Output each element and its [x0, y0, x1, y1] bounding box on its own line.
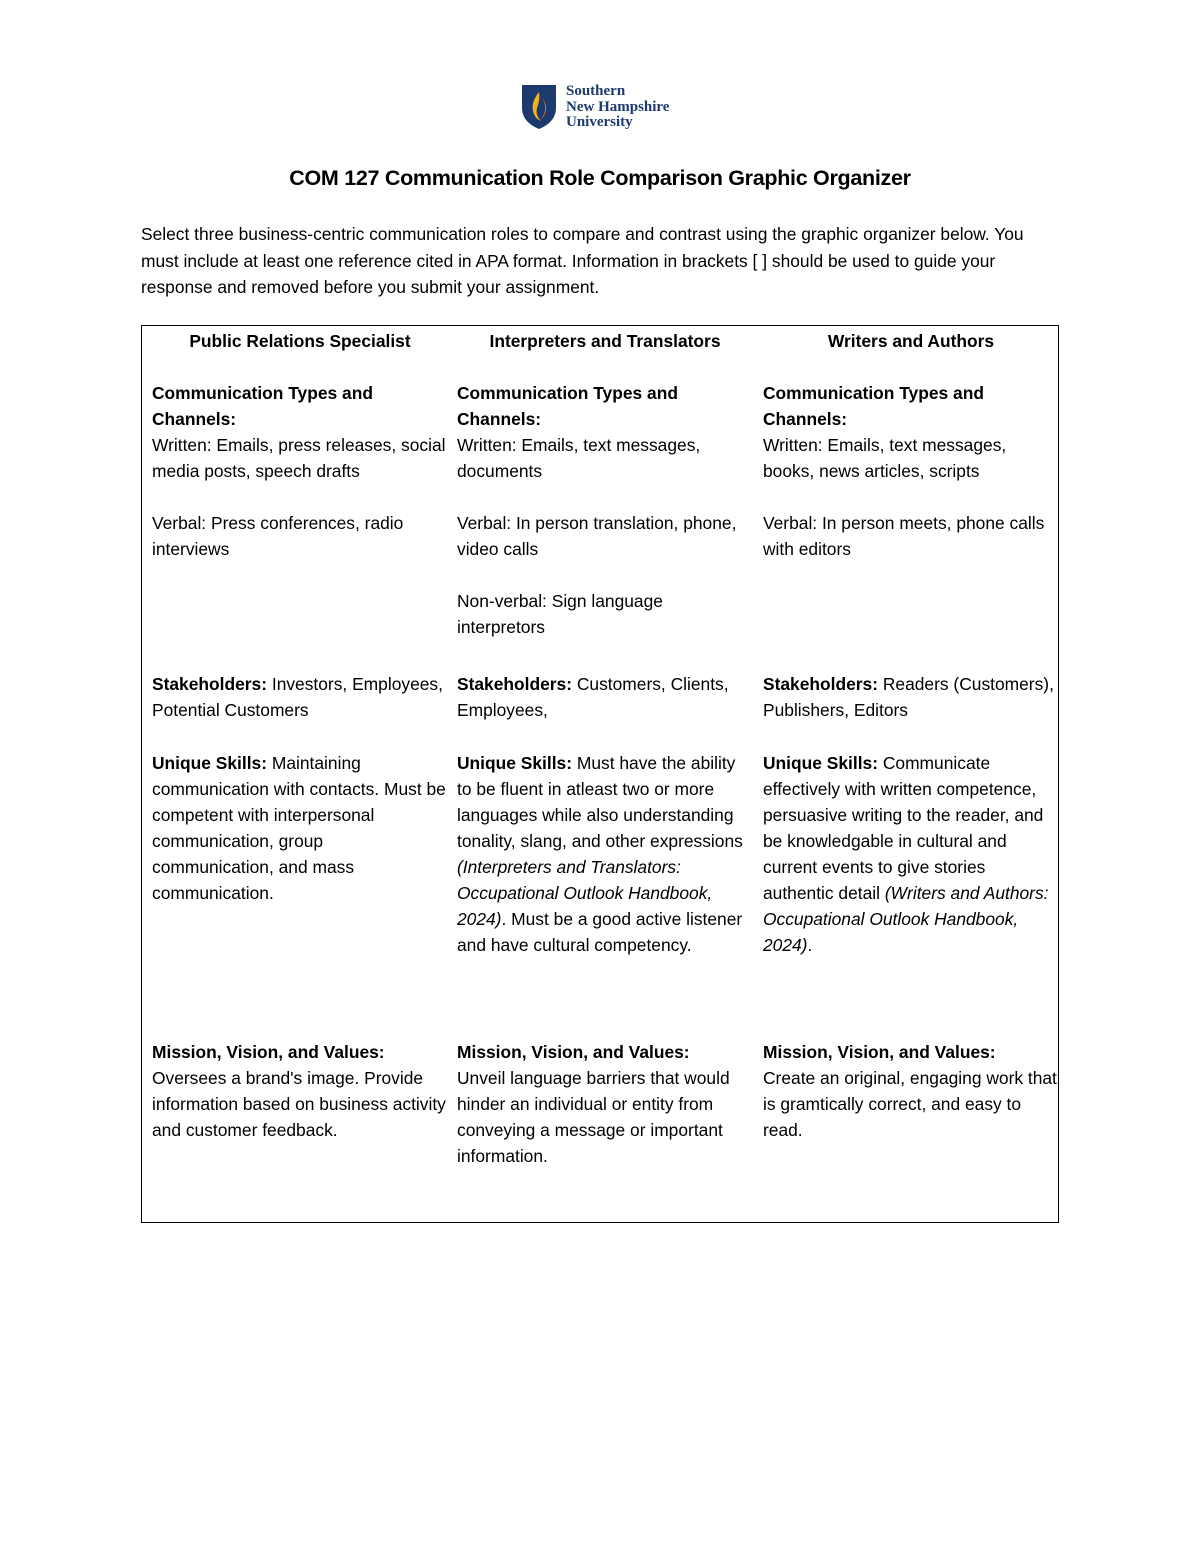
skills-citation: (Writers and Authors: Occupational Outlook Handbook, 2024) [763, 883, 1049, 955]
stakeholders-label: Stakeholders: [763, 674, 879, 694]
stakeholders-section [152, 671, 448, 723]
communication-verbal: Verbal: Press conferences, radio interviews [152, 513, 404, 559]
column-public-relations [152, 326, 448, 1140]
communication-section [152, 380, 448, 562]
skills-section [152, 750, 448, 906]
communication-section [763, 380, 1059, 562]
university-logo [520, 84, 669, 131]
document-title: COM 127 Communication Role Comparison Graphic Organizer [289, 166, 911, 190]
skills-citation: (Interpreters and Translators: Occupational Outlook Handbook, 2024) [457, 857, 713, 929]
stakeholders-label: Stakeholders: [152, 674, 268, 694]
mission-label: Mission, Vision, and Values: [457, 1042, 690, 1062]
mission-section [457, 1039, 753, 1169]
skills-text: Maintaining communication with contacts. Must be competent with interpersonal communication, group communication, and mass communication. [152, 753, 446, 903]
communication-written: Written: Emails, text messages, books, news articles, scripts [763, 435, 1007, 481]
skills-label: Unique Skills: [152, 753, 267, 773]
skills-text-continued: . Must be a good active listener and have cultural competency. [457, 909, 743, 955]
column-heading: Interpreters and Translators [489, 331, 721, 351]
skills-section [457, 750, 753, 958]
stakeholders-text: Investors, Employees, Potential Customers [152, 674, 443, 720]
communication-label: Communication Types and Channels: [152, 383, 373, 429]
skills-text-continued: . [807, 935, 813, 955]
mission-text: Unveil language barriers that would hinder an individual or entity from conveying a message or important information. [457, 1068, 730, 1166]
stakeholders-section [763, 671, 1059, 723]
skills-text: Must have the ability to be fluent in atleast two or more languages while also understanding tonality, slang, and other expressions [457, 753, 743, 851]
communication-label: Communication Types and Channels: [763, 383, 984, 429]
stakeholders-label: Stakeholders: [457, 674, 573, 694]
mission-section [152, 1039, 448, 1143]
mission-section [763, 1039, 1059, 1143]
stakeholders-section [457, 671, 753, 723]
communication-nonverbal: Non-verbal: Sign language interpretors [457, 591, 663, 637]
stakeholders-text: Readers (Customers), Publishers, Editors [763, 674, 1054, 720]
column-heading: Public Relations Specialist [189, 331, 411, 351]
communication-verbal: Verbal: In person meets, phone calls with editors [763, 513, 1045, 559]
logo-line-1: Southern [566, 83, 626, 99]
mission-label: Mission, Vision, and Values: [152, 1042, 385, 1062]
intro-paragraph: Select three business-centric communication roles to compare and contrast using the graphic organizer below. You must include at least one reference cited in APA format. Information in brackets [ ] should be used to guide your response and removed before you submit your assignment. [141, 224, 1024, 297]
communication-written: Written: Emails, text messages, documents [457, 435, 701, 481]
column-heading: Writers and Authors [827, 331, 995, 351]
communication-written: Written: Emails, press releases, social media posts, speech drafts [152, 435, 446, 481]
mission-text: Create an original, engaging work that is gramtically correct, and easy to read. [763, 1068, 1057, 1140]
skills-label: Unique Skills: [457, 753, 572, 773]
column-writers-authors [763, 326, 1059, 1140]
communication-verbal: Verbal: In person translation, phone, video calls [457, 513, 737, 559]
communication-section [457, 380, 753, 640]
logo-wordmark [566, 84, 669, 131]
communication-label: Communication Types and Channels: [457, 383, 678, 429]
logo-line-2: New Hampshire [566, 98, 670, 115]
skills-label: Unique Skills: [763, 753, 878, 773]
column-interpreters-translators [457, 326, 753, 1166]
mission-label: Mission, Vision, and Values: [763, 1042, 996, 1062]
logo-line-3: University [566, 114, 633, 130]
mission-text: Oversees a brand's image. Provide information based on business activity and customer feedback. [152, 1068, 446, 1140]
stakeholders-text: Customers, Clients, Employees, [457, 674, 729, 720]
skills-text: Communicate effectively with written competence, persuasive writing to the reader, and be knowledgable in cultural and current events to give stories authentic detail [763, 753, 1044, 903]
skills-section [763, 750, 1059, 958]
graphic-organizer-table [141, 325, 1059, 1223]
flame-shield-icon [520, 84, 558, 130]
